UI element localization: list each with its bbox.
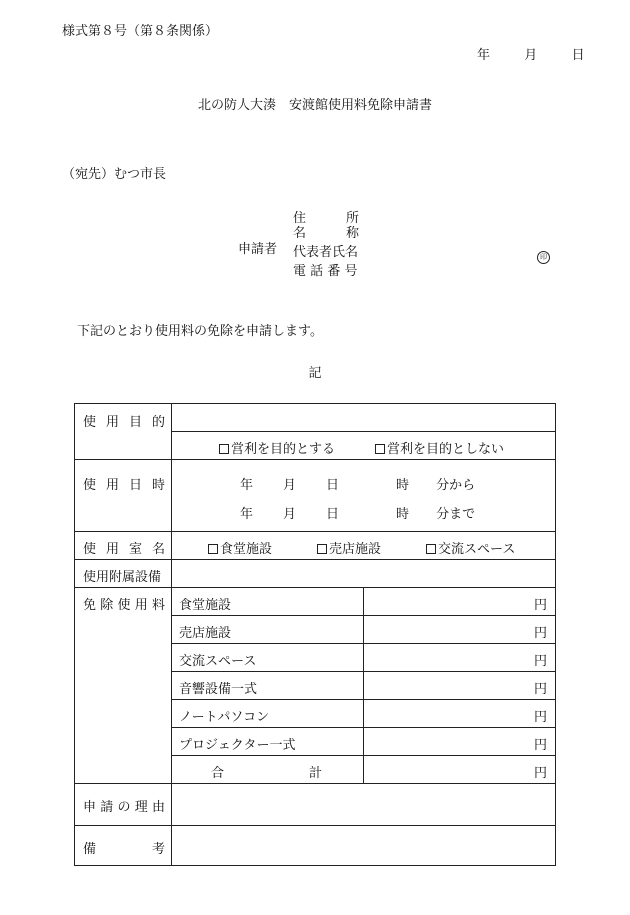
yen-unit: 円 bbox=[533, 654, 547, 669]
datetime-label: 使 用 日 時 bbox=[83, 478, 165, 493]
room-option-shop[interactable]: 売店施設 bbox=[317, 538, 381, 557]
fee-item: ノートパソコン bbox=[179, 710, 270, 725]
total-label: 合 計 bbox=[211, 766, 323, 781]
checkbox-icon[interactable] bbox=[426, 544, 436, 554]
yen-unit: 円 bbox=[533, 710, 547, 725]
room-option-exchange[interactable]: 交流スペース bbox=[426, 538, 515, 557]
remarks-label: 備 考 bbox=[83, 842, 165, 857]
document-title: 北の防人大湊 安渡館使用料免除申請書 bbox=[197, 98, 432, 113]
applicant-label: 申請者 bbox=[238, 242, 278, 257]
addressee: （宛先）むつ市長 bbox=[62, 167, 167, 182]
room-option-dining[interactable]: 食堂施設 bbox=[208, 538, 272, 557]
fee-item: 売店施設 bbox=[179, 626, 232, 641]
representative-label: 代表者氏名 bbox=[293, 245, 359, 260]
applicant-fields bbox=[293, 211, 359, 279]
yen-unit: 円 bbox=[533, 766, 547, 781]
room-label: 使 用 室 名 bbox=[83, 542, 165, 557]
yen-unit: 円 bbox=[533, 626, 547, 641]
datetime-from: 年 月 日 時 分から bbox=[240, 478, 476, 493]
fee-item: 音響設備一式 bbox=[179, 682, 258, 697]
ki-heading: 記 bbox=[308, 366, 322, 381]
fee-item: プロジェクター一式 bbox=[179, 738, 296, 753]
date-year: 年 bbox=[477, 48, 491, 63]
checkbox-icon[interactable] bbox=[208, 544, 218, 554]
name-label: 名 称 bbox=[293, 226, 360, 241]
checkbox-icon[interactable] bbox=[317, 544, 327, 554]
yen-unit: 円 bbox=[533, 682, 547, 697]
fee-item: 食堂施設 bbox=[179, 598, 232, 613]
checkbox-icon[interactable] bbox=[219, 444, 229, 454]
intro-text: 下記のとおり使用料の免除を申請します。 bbox=[77, 324, 323, 339]
date-month: 月 bbox=[524, 48, 538, 63]
reason-label: 申 請 の 理 由 bbox=[83, 800, 165, 815]
date-line bbox=[477, 44, 585, 63]
datetime-to: 年 月 日 時 分まで bbox=[240, 507, 476, 522]
checkbox-icon[interactable] bbox=[375, 444, 385, 454]
seal-mark: 印 bbox=[537, 251, 550, 264]
date-day: 日 bbox=[571, 48, 585, 63]
equipment-label: 使用附属設備 bbox=[83, 570, 162, 585]
form-number: 様式第８号（第８条関係） bbox=[62, 24, 219, 39]
purpose-option-nonprofit[interactable]: 営利を目的としない bbox=[375, 438, 504, 457]
address-label: 住 所 bbox=[293, 211, 360, 226]
phone-label: 電 話 番 号 bbox=[293, 264, 358, 279]
yen-unit: 円 bbox=[533, 598, 547, 613]
yen-unit: 円 bbox=[533, 738, 547, 753]
application-table bbox=[74, 403, 556, 866]
purpose-label: 使 用 目 的 bbox=[83, 415, 165, 430]
fee-label: 免 除 使 用 料 bbox=[83, 598, 165, 613]
fee-item: 交流スペース bbox=[179, 654, 257, 669]
purpose-option-profit[interactable]: 営利を目的とする bbox=[219, 438, 335, 457]
